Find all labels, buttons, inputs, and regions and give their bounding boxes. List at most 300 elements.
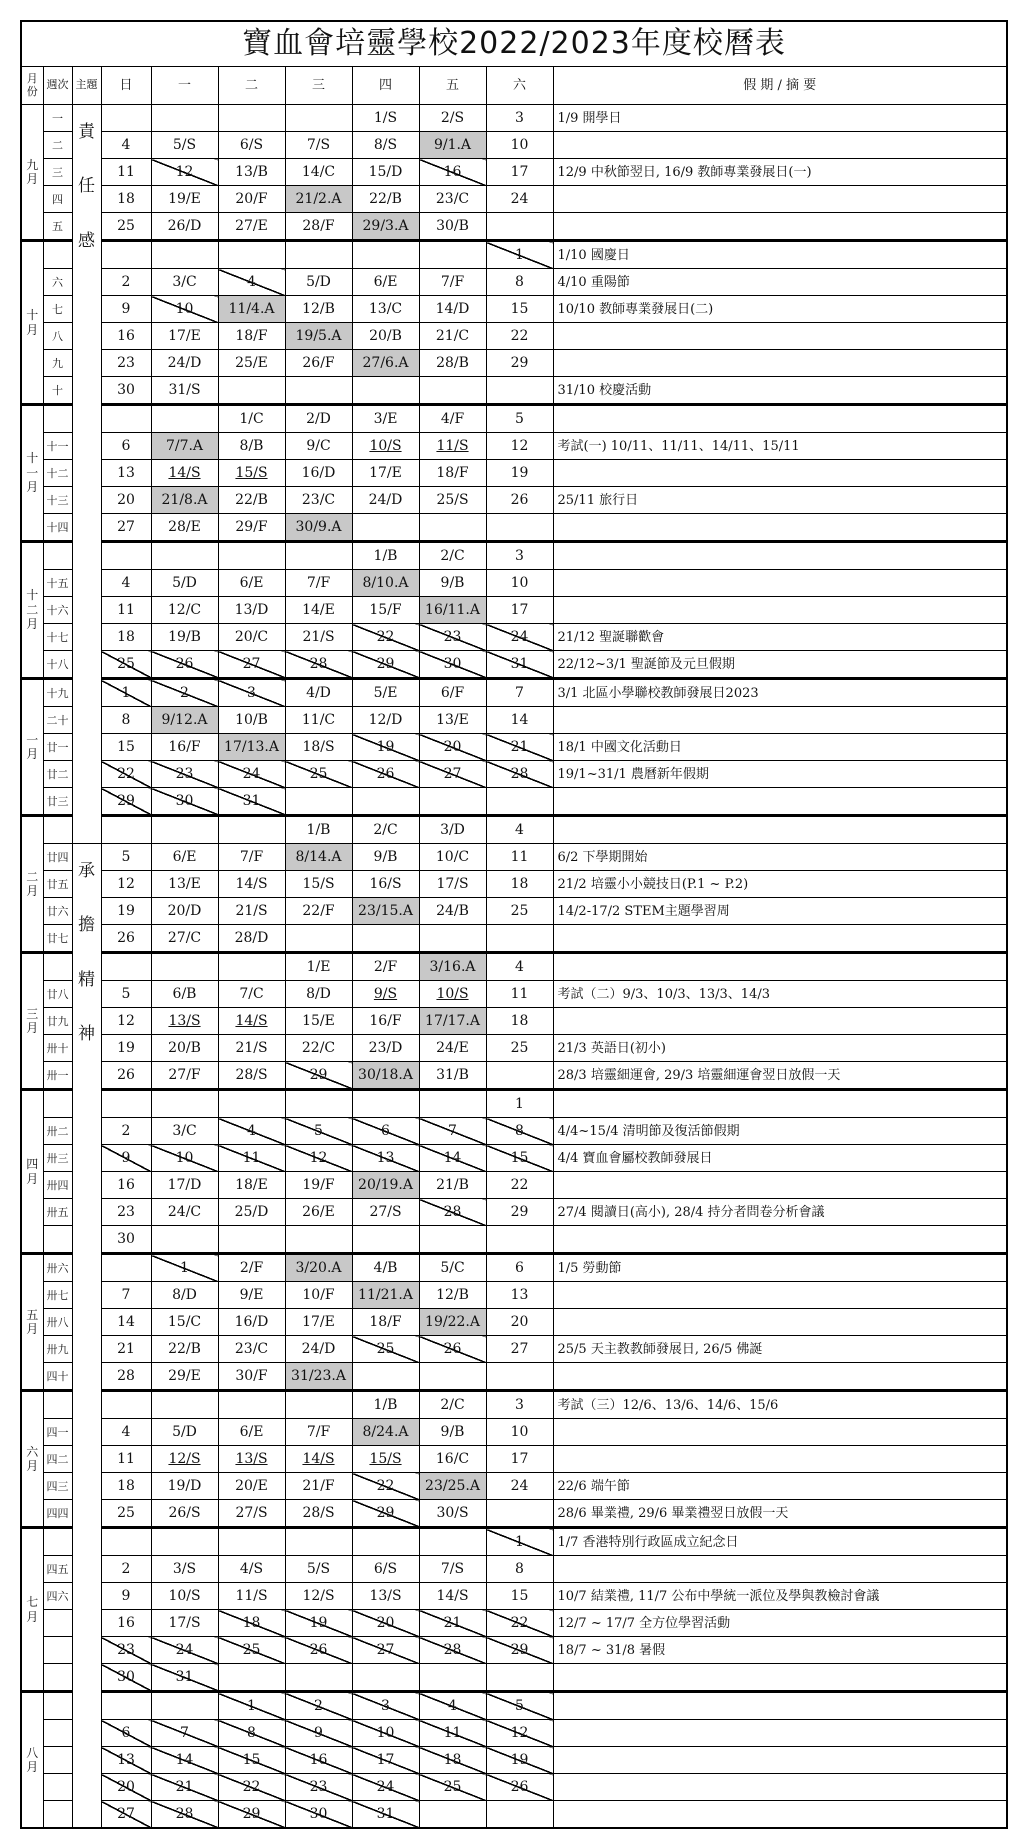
week-row [21, 1008, 1007, 1035]
day-cell [218, 159, 285, 186]
day-cell [486, 1226, 553, 1254]
day-value: 28 [510, 766, 529, 782]
day-cell [151, 132, 218, 159]
day-cell [101, 624, 151, 651]
day-value: 20 [117, 492, 135, 508]
note-cell: 25/5 天主教教師發展日, 26/5 佛誕 [553, 1336, 1007, 1363]
day-value: 4/F [440, 411, 465, 427]
day-cell [285, 269, 352, 296]
day-value: 18/F [235, 328, 268, 344]
day-cell [419, 1199, 486, 1226]
week-row [21, 1035, 1007, 1062]
day-value: 10/S [369, 438, 402, 454]
day-cell [419, 871, 486, 898]
week-row [21, 1145, 1007, 1172]
day-cell [285, 405, 352, 433]
week-number [43, 1637, 72, 1664]
day-cell [285, 1692, 352, 1720]
week-number [43, 1090, 72, 1118]
day-cell [218, 377, 285, 405]
day-value: 30/F [235, 1368, 268, 1384]
day-value: 9 [121, 1150, 131, 1166]
day-value: 17/S [436, 876, 469, 892]
day-value: 27 [376, 1642, 395, 1658]
day-value: 4 [247, 1123, 256, 1139]
day-cell [151, 1583, 218, 1610]
week-row [21, 1637, 1007, 1664]
day-value: 22/F [302, 903, 335, 919]
day-cell [285, 570, 352, 597]
day-value: 18 [510, 1013, 529, 1029]
day-cell [419, 1556, 486, 1583]
day-cell [486, 241, 553, 269]
day-value: 1 [180, 1260, 189, 1276]
day-value: 12 [510, 438, 529, 454]
note-cell [553, 816, 1007, 844]
day-value: 22/B [235, 492, 268, 508]
day-value: 11/S [436, 438, 469, 454]
day-value: 7/S [306, 137, 331, 153]
day-cell [352, 1391, 419, 1419]
day-cell [486, 898, 553, 925]
day-cell [419, 377, 486, 405]
week-row [21, 981, 1007, 1008]
day-cell [101, 1500, 151, 1528]
day-cell [419, 1774, 486, 1801]
day-cell [151, 1446, 218, 1473]
day-cell [285, 1363, 352, 1391]
day-value: 7 [180, 1725, 189, 1741]
day-cell [486, 1145, 553, 1172]
day-cell [285, 925, 352, 953]
day-value: 26 [510, 1779, 529, 1795]
day-value: 29 [117, 793, 135, 809]
day-cell [101, 1035, 151, 1062]
note-cell [553, 1282, 1007, 1309]
day-value: 17/13.A [224, 739, 279, 755]
day-value: 18 [117, 629, 135, 645]
day-cell [101, 1199, 151, 1226]
note-cell: 4/10 重陽節 [553, 269, 1007, 296]
day-cell [101, 651, 151, 679]
day-value: 20/D [167, 903, 202, 919]
day-value: 25 [117, 656, 135, 672]
day-value: 30 [117, 1669, 135, 1685]
day-value: 12 [117, 1013, 135, 1029]
day-value: 13/S [168, 1013, 201, 1029]
day-cell [285, 1610, 352, 1637]
day-cell [486, 624, 553, 651]
day-cell [285, 1199, 352, 1226]
note-cell [553, 788, 1007, 816]
month-label: 二月 [21, 816, 43, 953]
week-number [43, 1610, 72, 1637]
day-cell [151, 1035, 218, 1062]
day-cell [285, 707, 352, 734]
day-cell [486, 487, 553, 514]
day-cell [352, 761, 419, 788]
day-value: 26/S [168, 1505, 201, 1521]
day-value: 18 [242, 1615, 261, 1631]
day-cell [486, 734, 553, 761]
day-value: 12/B [436, 1287, 469, 1303]
day-value: 4 [247, 274, 256, 290]
day-value: 6/S [239, 137, 264, 153]
day-cell [151, 1336, 218, 1363]
day-cell [352, 734, 419, 761]
day-cell [101, 1610, 151, 1637]
day-value: 8 [515, 274, 524, 290]
day-cell [151, 1309, 218, 1336]
day-value: 28/S [302, 1505, 335, 1521]
day-value: 1 [121, 685, 131, 701]
day-cell [151, 1774, 218, 1801]
day-cell [151, 1145, 218, 1172]
day-value: 7/F [239, 849, 264, 865]
day-value: 10 [510, 1424, 529, 1440]
week-number: 十七 [43, 624, 72, 651]
day-cell [419, 1637, 486, 1664]
week-number: 卅二 [43, 1118, 72, 1145]
day-cell [352, 597, 419, 624]
day-value: 5 [121, 986, 131, 1002]
day-cell [101, 981, 151, 1008]
day-value: 16/F [369, 1013, 402, 1029]
day-cell [218, 1637, 285, 1664]
week-number: 十九 [43, 679, 72, 707]
day-cell [101, 1226, 151, 1254]
day-cell [285, 1473, 352, 1500]
day-value: 3/D [440, 822, 465, 838]
note-cell [553, 1446, 1007, 1473]
day-value: 7 [448, 1123, 457, 1139]
week-row [21, 1583, 1007, 1610]
day-cell [486, 570, 553, 597]
day-cell [419, 1473, 486, 1500]
day-cell [151, 1062, 218, 1090]
day-cell [101, 734, 151, 761]
day-cell [486, 1419, 553, 1446]
day-cell [285, 1172, 352, 1199]
day-cell [352, 1528, 419, 1556]
day-value: 11 [242, 1150, 261, 1166]
day-cell [151, 570, 218, 597]
day-value: 31 [510, 656, 529, 672]
day-cell [352, 1363, 419, 1391]
day-cell [486, 925, 553, 953]
note-cell [553, 1692, 1007, 1720]
day-cell [419, 542, 486, 570]
day-cell [218, 624, 285, 651]
day-value: 17/S [168, 1615, 201, 1631]
day-cell [151, 213, 218, 241]
day-value: 13/S [369, 1588, 402, 1604]
theme-label: 責任感 [72, 105, 101, 844]
week-number: 十四 [43, 514, 72, 542]
day-cell [352, 1664, 419, 1692]
day-value: 28/B [436, 355, 469, 371]
week-number: 四五 [43, 1556, 72, 1583]
day-value: 24 [510, 629, 529, 645]
day-value: 3 [515, 1397, 524, 1413]
note-cell [553, 1090, 1007, 1118]
day-value: 22 [510, 1615, 529, 1631]
day-cell [285, 1062, 352, 1090]
day-cell [486, 1391, 553, 1419]
week-row [21, 1692, 1007, 1720]
day-value: 25/S [436, 492, 469, 508]
day-value: 12 [309, 1150, 328, 1166]
day-cell [352, 269, 419, 296]
day-cell [419, 624, 486, 651]
day-cell [352, 323, 419, 350]
day-cell [151, 651, 218, 679]
day-value: 13 [510, 1287, 529, 1303]
day-cell [486, 788, 553, 816]
day-value: 11 [117, 164, 135, 180]
day-value: 21/2.A [295, 191, 342, 207]
day-value: 13/D [234, 602, 269, 618]
week-row [21, 898, 1007, 925]
day-cell [285, 1282, 352, 1309]
day-cell [352, 1145, 419, 1172]
day-value: 21 [443, 1615, 462, 1631]
day-value: 8/10.A [362, 575, 409, 591]
day-value: 8 [515, 1561, 524, 1577]
day-value: 29 [376, 656, 395, 672]
day-value: 21/S [235, 903, 268, 919]
day-cell [151, 1363, 218, 1391]
day-cell [101, 898, 151, 925]
day-value: 22/B [369, 191, 402, 207]
day-cell [352, 844, 419, 871]
day-cell [151, 816, 218, 844]
week-number [43, 1226, 72, 1254]
day-cell [352, 1446, 419, 1473]
day-value: 7 [515, 685, 524, 701]
day-cell [486, 679, 553, 707]
day-value: 10 [175, 301, 194, 317]
note-cell [553, 707, 1007, 734]
day-cell [218, 1199, 285, 1226]
day-cell [218, 460, 285, 487]
day-cell [285, 460, 352, 487]
day-value: 19/5.A [295, 328, 342, 344]
day-value: 26/E [302, 1204, 335, 1220]
day-cell [285, 1500, 352, 1528]
note-cell [553, 186, 1007, 213]
day-value: 28/S [235, 1067, 268, 1083]
week-number: 廿四 [43, 844, 72, 871]
day-cell [151, 1090, 218, 1118]
day-cell [151, 953, 218, 981]
day-cell [486, 132, 553, 159]
calendar-title: 寶血會培靈學校2022/2023年度校曆表 [21, 21, 1007, 67]
day-value: 22/B [168, 1341, 201, 1357]
day-cell [419, 1363, 486, 1391]
day-cell [352, 1090, 419, 1118]
week-row [21, 159, 1007, 186]
week-number: 廿五 [43, 871, 72, 898]
week-row [21, 788, 1007, 816]
day-value: 2 [314, 1698, 323, 1714]
day-cell [352, 1282, 419, 1309]
notes-column-header: 假 期 / 摘 要 [553, 67, 1007, 105]
day-value: 29 [510, 355, 529, 371]
day-value: 3 [381, 1698, 390, 1714]
week-number: 三 [43, 159, 72, 186]
day-value: 14/D [435, 301, 470, 317]
day-cell [151, 1801, 218, 1829]
day-value: 16 [117, 1615, 135, 1631]
day-value: 24/D [368, 492, 403, 508]
day-cell [101, 405, 151, 433]
day-value: 9 [121, 1588, 131, 1604]
day-cell [285, 1720, 352, 1747]
note-cell: 10/10 教師專業發展日(二) [553, 296, 1007, 323]
day-cell [419, 1062, 486, 1090]
week-number: 二 [43, 132, 72, 159]
day-cell [352, 679, 419, 707]
day-value: 18/F [436, 465, 469, 481]
note-cell [553, 542, 1007, 570]
day-value: 5 [515, 411, 524, 427]
day-value: 26 [175, 656, 194, 672]
note-cell [553, 1309, 1007, 1336]
day-value: 25 [242, 1642, 261, 1658]
day-cell [285, 1583, 352, 1610]
day-value: 13 [117, 1752, 135, 1768]
week-number: 四四 [43, 1500, 72, 1528]
day-cell [486, 1446, 553, 1473]
day-cell [218, 871, 285, 898]
note-cell [553, 1363, 1007, 1391]
week-row [21, 105, 1007, 132]
day-value: 26/D [167, 218, 202, 234]
day-value: 12 [117, 876, 135, 892]
note-cell [553, 925, 1007, 953]
day-value: 19/D [167, 1478, 202, 1494]
day-cell [151, 186, 218, 213]
week-column-header: 週次 [43, 67, 72, 105]
day-cell [419, 132, 486, 159]
day-value: 18/E [235, 1177, 268, 1193]
day-cell [486, 1720, 553, 1747]
day-value: 14/S [235, 1013, 268, 1029]
sunday-header: 日 [101, 67, 151, 105]
day-value: 25 [510, 1040, 529, 1056]
day-value: 23/D [368, 1040, 403, 1056]
day-cell [101, 1062, 151, 1090]
day-cell [486, 460, 553, 487]
day-value: 5 [314, 1123, 323, 1139]
day-cell [486, 1090, 553, 1118]
day-cell [486, 651, 553, 679]
day-cell [218, 651, 285, 679]
week-number: 十二 [43, 460, 72, 487]
note-cell: 18/7 ~ 31/8 暑假 [553, 1637, 1007, 1664]
week-number: 卅五 [43, 1199, 72, 1226]
day-cell [218, 816, 285, 844]
day-cell [151, 1419, 218, 1446]
day-cell [419, 350, 486, 377]
day-cell [285, 1391, 352, 1419]
day-value: 19/22.A [425, 1314, 480, 1330]
day-cell [352, 1692, 419, 1720]
week-row [21, 1500, 1007, 1528]
note-cell [553, 1801, 1007, 1829]
day-cell [101, 953, 151, 981]
day-value: 20/B [369, 328, 402, 344]
day-value: 22 [376, 1478, 395, 1494]
day-cell [419, 570, 486, 597]
day-value: 12/S [168, 1451, 201, 1467]
day-cell [419, 1391, 486, 1419]
week-row [21, 460, 1007, 487]
note-cell [553, 1556, 1007, 1583]
day-cell [101, 1583, 151, 1610]
day-value: 9 [314, 1725, 323, 1741]
day-value: 6/E [239, 575, 264, 591]
day-cell [285, 1419, 352, 1446]
day-value: 19 [117, 1040, 135, 1056]
note-cell: 18/1 中國文化活動日 [553, 734, 1007, 761]
day-value: 19/E [168, 191, 201, 207]
day-value: 17 [510, 164, 529, 180]
week-number [43, 953, 72, 981]
day-cell [101, 296, 151, 323]
day-cell [218, 350, 285, 377]
day-value: 9/E [239, 1287, 264, 1303]
day-cell [285, 651, 352, 679]
week-row [21, 487, 1007, 514]
day-cell [419, 707, 486, 734]
day-value: 25 [510, 903, 529, 919]
month-label: 四月 [21, 1090, 43, 1254]
week-row [21, 1473, 1007, 1500]
day-cell [352, 898, 419, 925]
day-cell [151, 844, 218, 871]
note-cell [553, 213, 1007, 241]
day-cell [151, 1692, 218, 1720]
day-cell [151, 1008, 218, 1035]
day-value: 15/C [167, 1314, 202, 1330]
day-cell [486, 1035, 553, 1062]
day-cell [419, 651, 486, 679]
week-number: 廿六 [43, 898, 72, 925]
day-cell [486, 377, 553, 405]
day-value: 16 [117, 1177, 135, 1193]
note-cell [553, 1226, 1007, 1254]
day-value: 19 [376, 739, 395, 755]
day-cell [218, 514, 285, 542]
day-value: 29 [510, 1642, 529, 1658]
day-cell [352, 1473, 419, 1500]
week-number [43, 1664, 72, 1692]
day-cell [151, 1118, 218, 1145]
day-cell [486, 1336, 553, 1363]
day-cell [486, 1528, 553, 1556]
day-value: 14 [510, 712, 529, 728]
day-value: 14/S [168, 465, 201, 481]
day-cell [352, 132, 419, 159]
day-cell [218, 1062, 285, 1090]
day-value: 20 [443, 739, 462, 755]
day-cell [419, 1801, 486, 1829]
day-cell [285, 788, 352, 816]
day-value: 2 [121, 1561, 131, 1577]
day-value: 11 [443, 1725, 462, 1741]
